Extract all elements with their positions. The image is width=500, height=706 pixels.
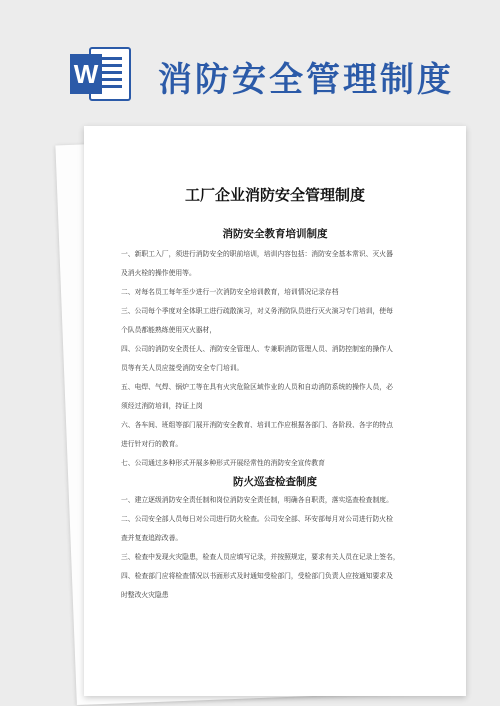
paragraph	[121, 340, 433, 378]
paragraph-line: 个队员都能熟练使用灭火器材，	[121, 326, 217, 334]
paragraph	[121, 510, 433, 548]
paragraph-line: 员等有关人员应接受消防安全专门培训。	[121, 364, 244, 372]
paragraph-line: 五、电焊、气焊、锅炉工等在具有火灾危险区域作业的人员和自动消防系统的操作人员，必	[121, 383, 393, 391]
paragraph-line: 一、建立逐级消防安全责任制和岗位消防安全责任制，明确各自职责，落实巡查检查制度。	[121, 496, 393, 504]
paragraph-line: 二、对每名员工每年至少进行一次消防安全培训教育，培训情况记录存档	[121, 288, 339, 296]
paragraph-line: 查并复查追踪改善。	[121, 534, 183, 542]
paragraph	[121, 548, 433, 567]
paragraph-line: 一、新职工入厂，须进行消防安全的职前培训，培训内容包括：消防安全基本常识、灭火器	[121, 250, 393, 258]
paragraph-line: 七、公司通过多种形式开展多种形式开展经常性的消防安全宣传教育	[121, 459, 325, 467]
paragraph-line: 进行针对行的教育。	[121, 440, 183, 448]
paragraph	[121, 454, 433, 473]
paragraph-line: 三、检查中发现火灾隐患，检查人员应填写记录，并按照规定，要求有关人员在记录上签名，	[121, 553, 400, 561]
paragraph-line: 须经过消防培训，持证上岗	[121, 402, 203, 410]
word-icon-letter: W	[73, 59, 99, 89]
header-title: 消防安全管理制度	[158, 60, 454, 100]
section-title: 防火巡查检查制度	[233, 476, 317, 488]
paragraph-line: 及消火栓的操作使用等。	[121, 269, 196, 277]
paragraph-line: 四、检查部门应将检查情况以书面形式及时通知受检部门，受检部门负责人应按通知要求及	[121, 572, 393, 580]
paragraph-line: 二、公司安全部人员每日对公司进行防火检查。公司安全部、环安部每月对公司进行防火检	[121, 515, 393, 523]
paragraph-line: 六、各车间、班组等部门展开消防安全教育、培训工作应根据各部门、各阶段、各字的特点	[121, 421, 393, 429]
paragraph-line: 三、公司每个季度对全体职工进行疏散演习，对义务消防队员进行灭火演习专门培训，使每	[121, 307, 393, 315]
paragraph	[121, 283, 433, 302]
section-title: 消防安全教育培训制度	[222, 228, 328, 240]
paragraph	[121, 245, 433, 283]
paragraph	[121, 378, 433, 416]
document-page	[84, 126, 466, 696]
paragraph	[121, 567, 433, 605]
paragraph-line: 时整改火灾隐患	[121, 591, 169, 599]
paragraph	[121, 416, 433, 454]
paragraph	[121, 302, 433, 340]
paragraph-line: 四、公司的消防安全责任人、消防安全管理人、专兼职消防管理人员、消防控制室的操作人	[121, 345, 393, 353]
page-header	[0, 0, 500, 112]
word-document-icon	[68, 44, 134, 104]
document-title: 工厂企业消防安全管理制度	[184, 186, 365, 204]
paragraph	[121, 491, 433, 510]
